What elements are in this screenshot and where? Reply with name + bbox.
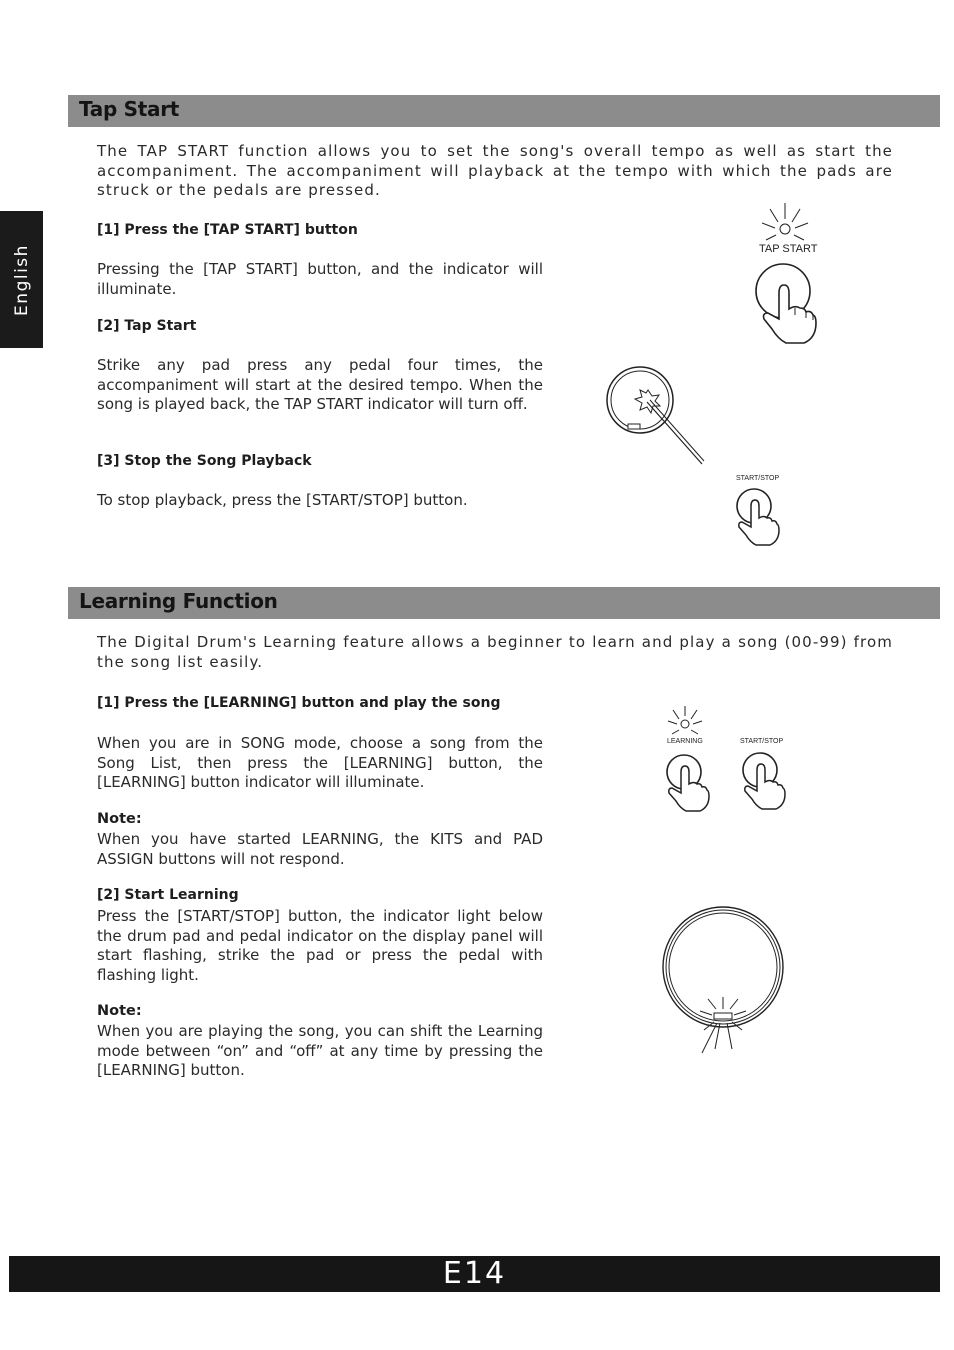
learning-button-label: LEARNING xyxy=(667,738,703,745)
learning-step1-title: [1] Press the [LEARNING] button and play the song xyxy=(97,695,501,711)
tap-start-button-label: TAP START xyxy=(759,243,818,255)
language-label: English xyxy=(11,243,32,316)
tap-start-title: Tap Start xyxy=(79,97,180,121)
tap-start-step2-title: [2] Tap Start xyxy=(97,318,197,334)
tap-start-step2-text: Strike any pad press any pedal four times, the accompaniment will start at the desired tempo. When the song is played back, the TAP START indicator will turn off. xyxy=(97,356,543,413)
learning-step1-text: When you are in SONG mode, choose a song from the Song List, then press the [LEARNING] button, the [LEARNING] button indicator will illuminate. xyxy=(97,734,543,791)
learning-step2-text: Press the [START/STOP] button, the indicator light below the drum pad and pedal indicator on the display panel will start flashing, strike the pad or press the pedal with flashing light. xyxy=(97,907,543,984)
learning-button-illustration xyxy=(660,704,720,824)
language-side-tab xyxy=(0,211,43,348)
tap-start-step1-title: [1] Press the [TAP START] button xyxy=(97,222,358,238)
learning-note1-title: Note: xyxy=(97,811,142,827)
learning-start-stop-label: START/STOP xyxy=(740,738,784,745)
drum-stick-icon xyxy=(647,402,702,464)
tap-start-step3-title: [3] Stop the Song Playback xyxy=(97,453,312,469)
page-footer xyxy=(9,1256,940,1292)
tap-start-step3-text: To stop playback, press the [START/STOP] button. xyxy=(97,491,468,509)
learning-intro: The Digital Drum's Learning feature allows a beginner to learn and play a song (00-99) from the song list easily. xyxy=(97,633,893,671)
indicator-light-rays-icon xyxy=(668,706,702,734)
tap-start-intro: The TAP START function allows you to set the song's overall tempo as well as start the accompaniment. The accompaniment will playback at the tempo with which the pads are struck or the pedals are pressed. xyxy=(97,142,893,199)
drum-pad-flashing-illustration xyxy=(660,905,790,1060)
tap-start-step1-text: Pressing the [TAP START] button, and the indicator will illuminate. xyxy=(97,260,543,298)
start-stop-button-label: START/STOP xyxy=(736,475,780,482)
learning-note2-title: Note: xyxy=(97,1003,142,1019)
learning-note2-text: When you are playing the song, you can shift the Learning mode between “on” and “off” at any time by pressing the [LEARNING] button. xyxy=(97,1022,543,1079)
flashing-indicator-light-icon xyxy=(714,1013,732,1019)
learning-step2-title: [2] Start Learning xyxy=(97,887,239,903)
learning-function-header xyxy=(68,587,940,619)
tap-start-button-illustration xyxy=(740,195,830,360)
learning-function-title: Learning Function xyxy=(79,589,278,613)
indicator-light-rays-icon xyxy=(762,203,808,240)
learning-note1-text: When you have started LEARNING, the KITS and PAD ASSIGN buttons will not respond. xyxy=(97,830,543,868)
learning-start-stop-illustration xyxy=(736,748,796,823)
drum-pad-strike-illustration xyxy=(602,362,712,472)
start-stop-button-illustration xyxy=(732,484,792,569)
tap-start-header xyxy=(68,95,940,127)
page-number: E14 xyxy=(442,1255,507,1291)
